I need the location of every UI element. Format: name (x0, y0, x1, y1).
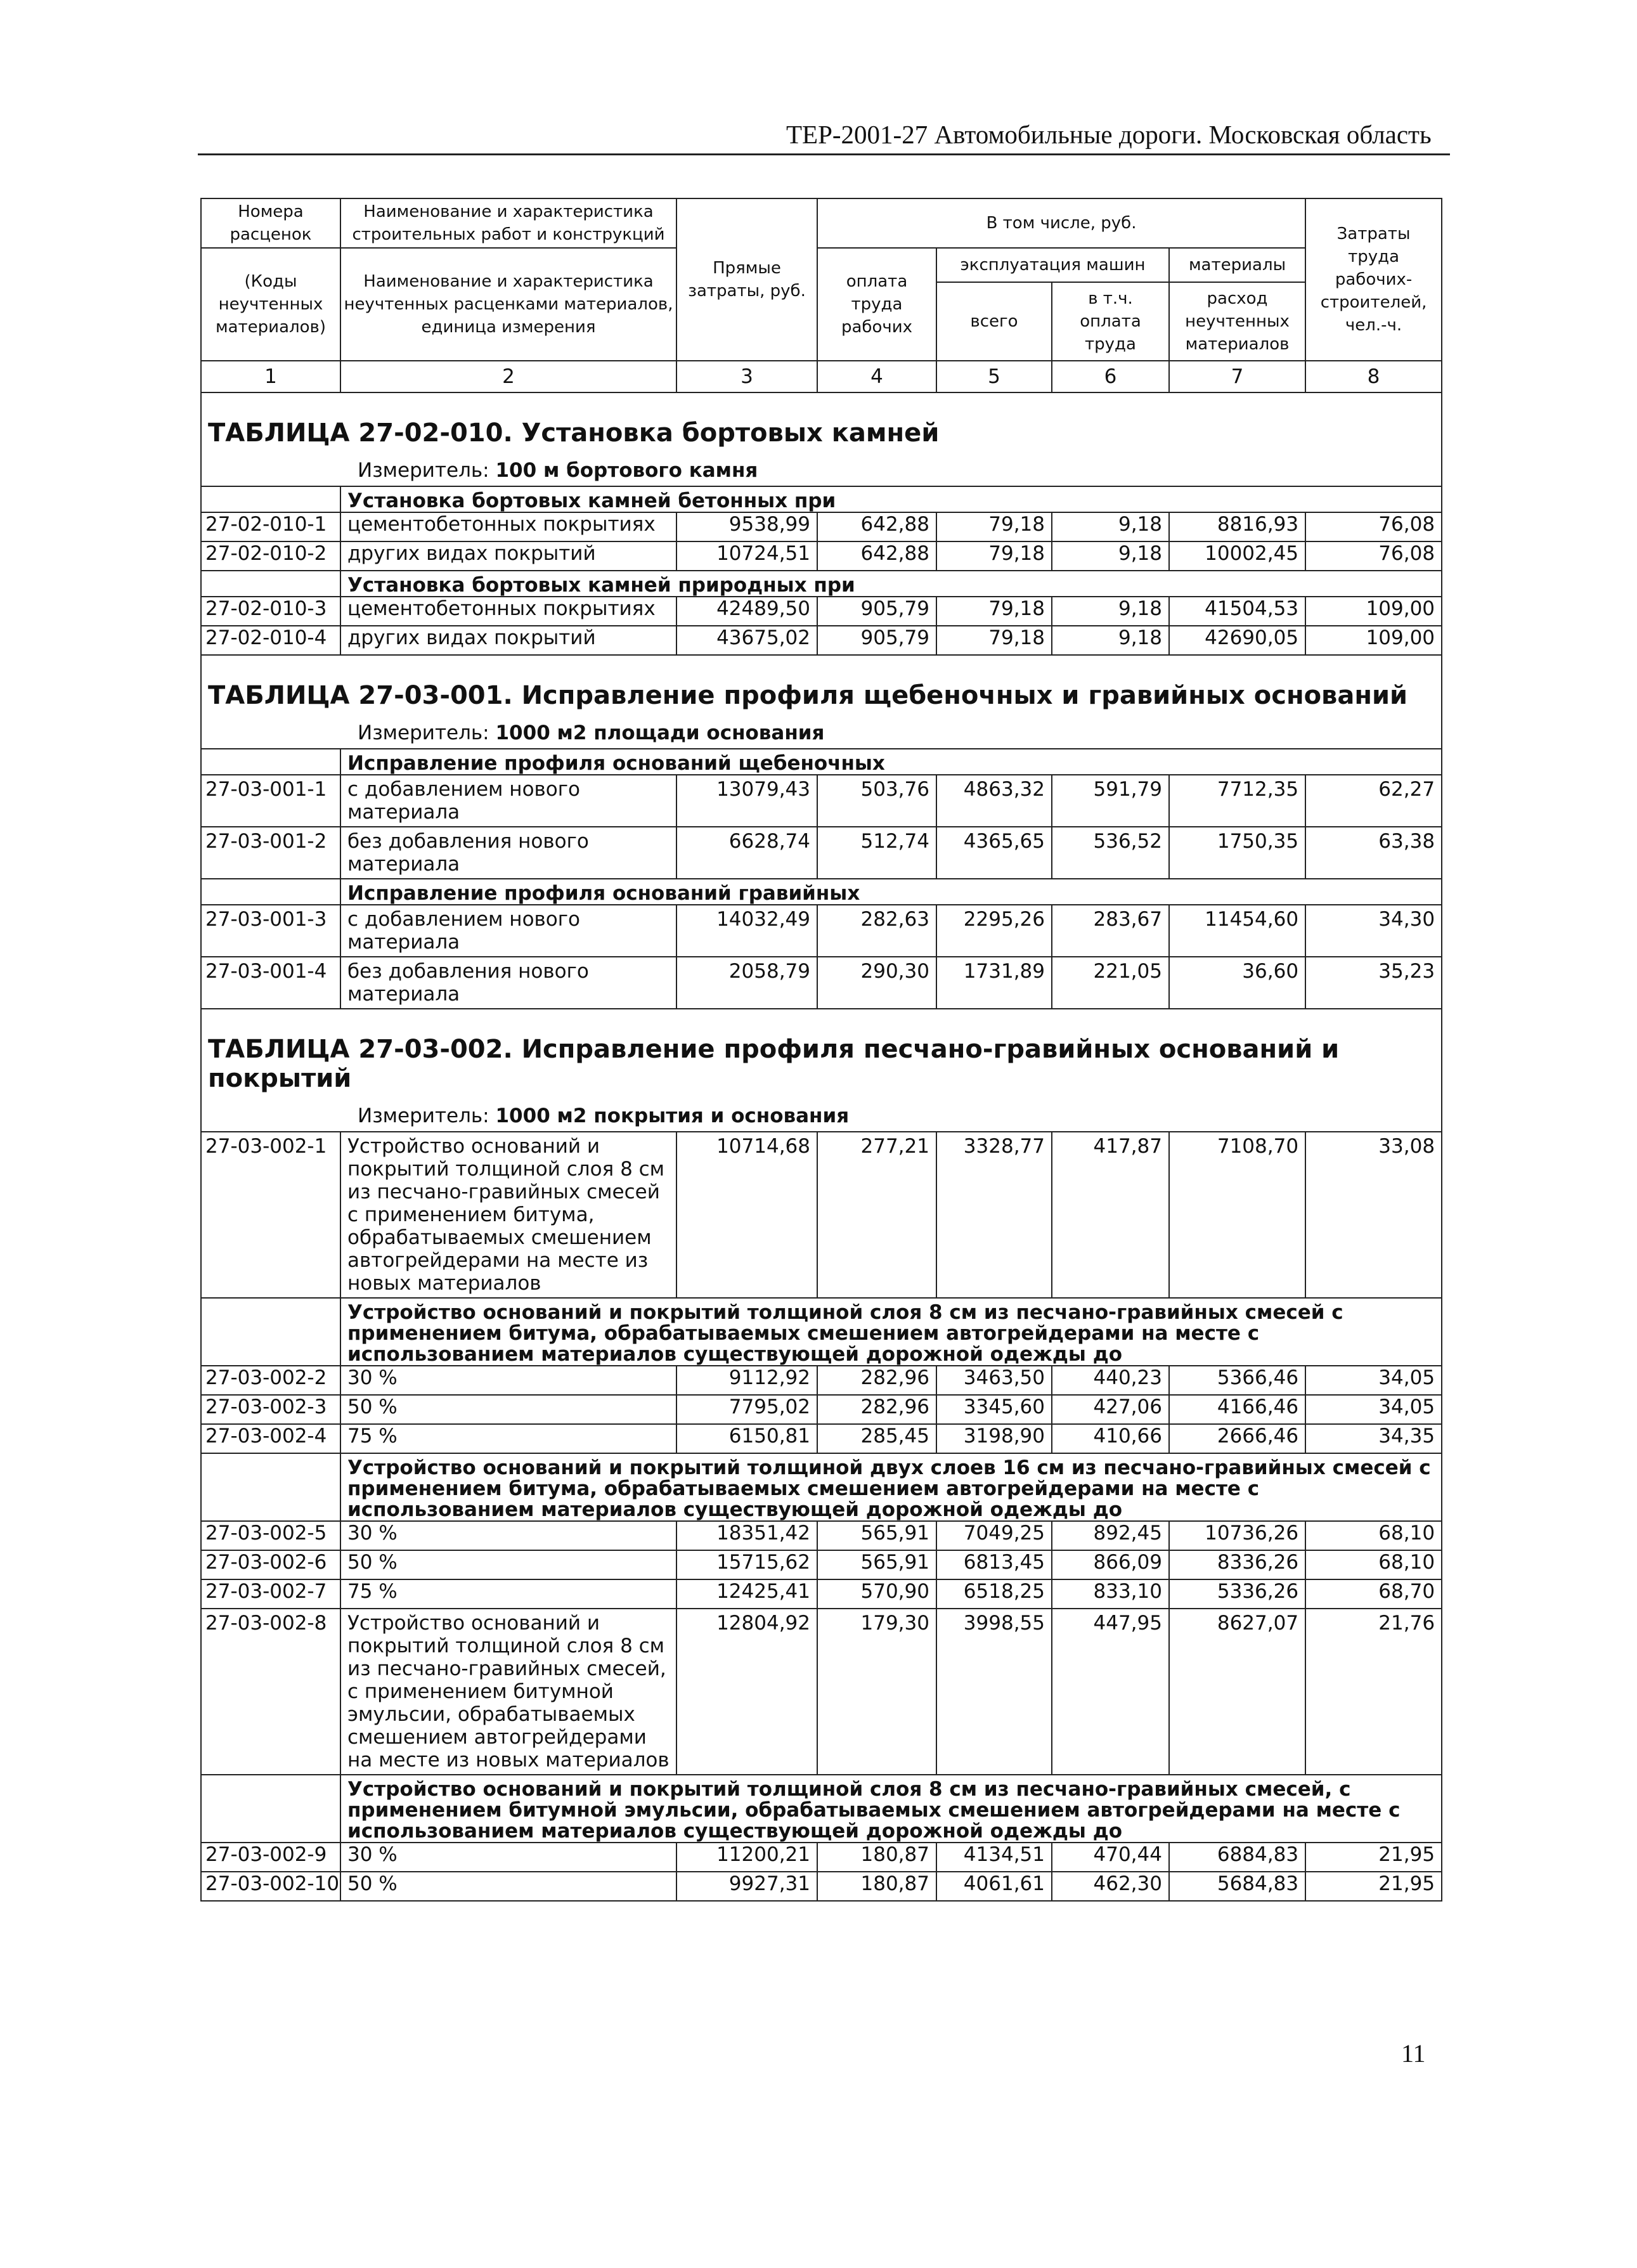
table-row (201, 1872, 1442, 1901)
materials-cost: 11454,60 (1169, 905, 1305, 957)
col-number: 1 (201, 361, 340, 392)
direct-cost: 2058,79 (676, 957, 817, 1009)
materials-cost: 10736,26 (1169, 1521, 1305, 1550)
table-caption (201, 392, 1442, 486)
direct-cost: 9112,92 (676, 1366, 817, 1395)
machines-cost: 2295,26 (936, 905, 1052, 957)
machines-cost: 3463,50 (936, 1366, 1052, 1395)
machines-cost: 79,18 (936, 626, 1052, 655)
materials-cost: 7108,70 (1169, 1132, 1305, 1298)
table-row (201, 597, 1442, 626)
direct-cost: 43675,02 (676, 626, 817, 655)
work-name: цементобетонных покрытиях (340, 597, 676, 626)
group-label: Исправление профиля оснований щебеночных (340, 749, 1442, 775)
labor-hours: 34,35 (1305, 1424, 1442, 1453)
rate-code: 27-02-010-2 (201, 541, 340, 571)
meter-value: 1000 м2 площади основания (495, 722, 825, 744)
work-name: 75 % (340, 1424, 676, 1453)
running-head: ТЕР-2001-27 Автомобильные дороги. Московская область (786, 120, 1432, 149)
labor-cost: 642,88 (817, 512, 936, 541)
machines-labor-cost: 866,09 (1052, 1550, 1169, 1579)
labor-cost: 180,87 (817, 1872, 936, 1901)
work-name: 50 % (340, 1550, 676, 1579)
labor-cost: 180,87 (817, 1843, 936, 1872)
machines-labor-cost: 410,66 (1052, 1424, 1169, 1453)
table-row (201, 512, 1442, 541)
labor-cost: 642,88 (817, 541, 936, 571)
work-name: других видах покрытий (340, 626, 676, 655)
machines-cost: 3998,55 (936, 1609, 1052, 1775)
labor-hours: 21,95 (1305, 1843, 1442, 1872)
group-row (201, 571, 1442, 597)
rate-code: 27-02-010-4 (201, 626, 340, 655)
direct-cost: 12804,92 (676, 1609, 817, 1775)
labor-hours: 63,38 (1305, 827, 1442, 879)
col-number: 4 (817, 361, 936, 392)
group-label: Установка бортовых камней бетонных при (340, 486, 1442, 512)
work-name: 30 % (340, 1366, 676, 1395)
header-col8: Затраты труда рабочих-строителей, чел.-ч. (1305, 198, 1442, 361)
table-meter (358, 722, 1435, 744)
direct-cost: 7795,02 (676, 1395, 817, 1424)
machines-labor-cost: 283,67 (1052, 905, 1169, 957)
header-col2-top: Наименование и характеристика строительных работ и конструкций (340, 198, 676, 248)
header-rule (198, 153, 1450, 155)
machines-cost: 6813,45 (936, 1550, 1052, 1579)
table-title: ТАБЛИЦА 27-03-001. Исправление профиля щебеночных и гравийных оснований (208, 681, 1408, 710)
group-row (201, 879, 1442, 905)
col-number: 6 (1052, 361, 1169, 392)
labor-hours: 109,00 (1305, 597, 1442, 626)
direct-cost: 14032,49 (676, 905, 817, 957)
work-name: 75 % (340, 1579, 676, 1609)
work-name: без добавления нового материала (340, 827, 676, 879)
rate-code: 27-03-002-10 (201, 1872, 340, 1901)
work-name: цементобетонных покрытиях (340, 512, 676, 541)
materials-cost: 4166,46 (1169, 1395, 1305, 1424)
rate-code: 27-02-010-3 (201, 597, 340, 626)
machines-cost: 4134,51 (936, 1843, 1052, 1872)
direct-cost: 11200,21 (676, 1843, 817, 1872)
group-label: Устройство оснований и покрытий толщиной двух слоев 16 см из песчано-гравийных смесей с применением битума, обрабатываемых смешением автогрейдерами на месте с использованием материалов существующей дорожной одежды до (340, 1453, 1442, 1521)
table-row (201, 775, 1442, 827)
machines-labor-cost: 9,18 (1052, 541, 1169, 571)
meter-label: Измеритель: (358, 722, 489, 744)
group-row (201, 749, 1442, 775)
work-name: с добавлением нового материала (340, 775, 676, 827)
table-row (201, 1579, 1442, 1609)
table-row (201, 1521, 1442, 1550)
materials-cost: 8336,26 (1169, 1550, 1305, 1579)
work-name: 30 % (340, 1521, 676, 1550)
col-number: 5 (936, 361, 1052, 392)
labor-hours: 21,95 (1305, 1872, 1442, 1901)
materials-cost: 7712,35 (1169, 775, 1305, 827)
machines-labor-cost: 221,05 (1052, 957, 1169, 1009)
direct-cost: 12425,41 (676, 1579, 817, 1609)
rate-code: 27-03-001-3 (201, 905, 340, 957)
machines-cost: 79,18 (936, 541, 1052, 571)
work-name: Устройство оснований и покрытий толщиной слоя 8 см из песчано-гравийных смесей с применением битума, обрабатываемых смешением автогрейдерами на месте из новых материалов (340, 1132, 676, 1298)
machines-labor-cost: 833,10 (1052, 1579, 1169, 1609)
direct-cost: 15715,62 (676, 1550, 817, 1579)
header-col5: всего (936, 282, 1052, 361)
machines-labor-cost: 536,52 (1052, 827, 1169, 879)
labor-cost: 282,63 (817, 905, 936, 957)
group-row (201, 1775, 1442, 1843)
col-number: 8 (1305, 361, 1442, 392)
machines-labor-cost: 9,18 (1052, 512, 1169, 541)
table-row (201, 626, 1442, 655)
table-row (201, 905, 1442, 957)
machines-cost: 3198,90 (936, 1424, 1052, 1453)
materials-cost: 5336,26 (1169, 1579, 1305, 1609)
table-row (201, 827, 1442, 879)
table-caption (201, 655, 1442, 749)
labor-hours: 76,08 (1305, 512, 1442, 541)
table-row (201, 1366, 1442, 1395)
machines-labor-cost: 591,79 (1052, 775, 1169, 827)
labor-hours: 68,70 (1305, 1579, 1442, 1609)
materials-cost: 1750,35 (1169, 827, 1305, 879)
labor-hours: 35,23 (1305, 957, 1442, 1009)
machines-cost: 1731,89 (936, 957, 1052, 1009)
labor-hours: 34,05 (1305, 1366, 1442, 1395)
labor-cost: 905,79 (817, 626, 936, 655)
direct-cost: 18351,42 (676, 1521, 817, 1550)
materials-cost: 8627,07 (1169, 1609, 1305, 1775)
materials-cost: 42690,05 (1169, 626, 1305, 655)
table-meter (358, 1105, 1435, 1127)
labor-hours: 109,00 (1305, 626, 1442, 655)
group-label: Устройство оснований и покрытий толщиной слоя 8 см из песчано-гравийных смесей с применением битума, обрабатываемых смешением автогрейдерами на месте с использованием материалов существующей дорожной одежды до (340, 1298, 1442, 1366)
rate-code: 27-03-002-6 (201, 1550, 340, 1579)
labor-cost: 512,74 (817, 827, 936, 879)
labor-hours: 34,30 (1305, 905, 1442, 957)
meter-value: 100 м бортового камня (495, 459, 758, 482)
group-label: Установка бортовых камней природных при (340, 571, 1442, 597)
group-row (201, 1453, 1442, 1521)
work-name: 50 % (340, 1395, 676, 1424)
header-col6: в т.ч. оплата труда (1052, 282, 1169, 361)
page-number: 11 (1401, 2039, 1426, 2068)
table-row (201, 957, 1442, 1009)
header-group-label: В том числе, руб. (817, 198, 1305, 248)
table-row (201, 1395, 1442, 1424)
labor-cost: 179,30 (817, 1609, 936, 1775)
labor-cost: 565,91 (817, 1550, 936, 1579)
table-caption (201, 1009, 1442, 1132)
header-col1-top: Номера расценок (201, 198, 340, 248)
rate-code: 27-03-002-1 (201, 1132, 340, 1298)
header-col7: расход неучтенных материалов (1169, 282, 1305, 361)
col-number: 2 (340, 361, 676, 392)
rate-code: 27-03-002-8 (201, 1609, 340, 1775)
labor-cost: 285,45 (817, 1424, 936, 1453)
group-label: Устройство оснований и покрытий толщиной слоя 8 см из песчано-гравийных смесей, с применением битумной эмульсии, обрабатываемых смешением автогрейдерами на месте с использованием материалов существующей дорожной одежды до (340, 1775, 1442, 1843)
materials-cost: 36,60 (1169, 957, 1305, 1009)
rate-code: 27-03-002-7 (201, 1579, 340, 1609)
direct-cost: 13079,43 (676, 775, 817, 827)
labor-cost: 570,90 (817, 1579, 936, 1609)
machines-cost: 6518,25 (936, 1579, 1052, 1609)
machines-labor-cost: 892,45 (1052, 1521, 1169, 1550)
table-row (201, 1843, 1442, 1872)
labor-cost: 565,91 (817, 1521, 936, 1550)
work-name: 50 % (340, 1872, 676, 1901)
materials-cost: 5366,46 (1169, 1366, 1305, 1395)
labor-cost: 290,30 (817, 957, 936, 1009)
meter-label: Измеритель: (358, 459, 489, 482)
rate-code: 27-02-010-1 (201, 512, 340, 541)
machines-labor-cost: 440,23 (1052, 1366, 1169, 1395)
table-row (201, 1609, 1442, 1775)
table-row (201, 1424, 1442, 1453)
table-title: ТАБЛИЦА 27-02-010. Установка бортовых камней (208, 418, 940, 448)
labor-cost: 503,76 (817, 775, 936, 827)
machines-labor-cost: 417,87 (1052, 1132, 1169, 1298)
col-number: 7 (1169, 361, 1305, 392)
machines-labor-cost: 427,06 (1052, 1395, 1169, 1424)
rate-code: 27-03-002-2 (201, 1366, 340, 1395)
work-name: без добавления нового материала (340, 957, 676, 1009)
table-row (201, 541, 1442, 571)
machines-cost: 3328,77 (936, 1132, 1052, 1298)
labor-cost: 905,79 (817, 597, 936, 626)
machines-cost: 3345,60 (936, 1395, 1052, 1424)
header-col4: оплата труда рабочих (817, 248, 936, 361)
table-meter (358, 459, 1435, 482)
meter-value: 1000 м2 покрытия и основания (495, 1105, 850, 1127)
rate-code: 27-03-002-9 (201, 1843, 340, 1872)
machines-cost: 4863,32 (936, 775, 1052, 827)
header-col1-bottom: (Коды неучтенных материалов) (201, 248, 340, 361)
labor-cost: 282,96 (817, 1395, 936, 1424)
group-row (201, 1298, 1442, 1366)
labor-hours: 21,76 (1305, 1609, 1442, 1775)
work-name: с добавлением нового материала (340, 905, 676, 957)
work-name: других видах покрытий (340, 541, 676, 571)
table-header (201, 198, 1442, 392)
direct-cost: 9538,99 (676, 512, 817, 541)
table-row (201, 1132, 1442, 1298)
labor-hours: 68,10 (1305, 1521, 1442, 1550)
materials-cost: 8816,93 (1169, 512, 1305, 541)
table-body (201, 392, 1442, 1901)
rate-code: 27-03-001-2 (201, 827, 340, 879)
materials-cost: 41504,53 (1169, 597, 1305, 626)
machines-cost: 79,18 (936, 512, 1052, 541)
header-machines-label: эксплуатация машин (936, 248, 1169, 282)
meter-label: Измеритель: (358, 1105, 489, 1127)
col-number: 3 (676, 361, 817, 392)
machines-cost: 4061,61 (936, 1872, 1052, 1901)
table-row (201, 1550, 1442, 1579)
rates-table (200, 198, 1442, 1902)
labor-cost: 277,21 (817, 1132, 936, 1298)
direct-cost: 10724,51 (676, 541, 817, 571)
direct-cost: 6150,81 (676, 1424, 817, 1453)
labor-hours: 68,10 (1305, 1550, 1442, 1579)
machines-cost: 4365,65 (936, 827, 1052, 879)
table-title: ТАБЛИЦА 27-03-002. Исправление профиля песчано-гравийных оснований и покрытий (208, 1035, 1340, 1093)
machines-labor-cost: 9,18 (1052, 626, 1169, 655)
header-col3: Прямые затраты, руб. (676, 198, 817, 361)
rate-code: 27-03-001-4 (201, 957, 340, 1009)
group-row (201, 486, 1442, 512)
header-materials-label: материалы (1169, 248, 1305, 282)
labor-hours: 62,27 (1305, 775, 1442, 827)
labor-hours: 76,08 (1305, 541, 1442, 571)
direct-cost: 42489,50 (676, 597, 817, 626)
labor-hours: 33,08 (1305, 1132, 1442, 1298)
direct-cost: 6628,74 (676, 827, 817, 879)
direct-cost: 9927,31 (676, 1872, 817, 1901)
materials-cost: 6884,83 (1169, 1843, 1305, 1872)
rate-code: 27-03-002-3 (201, 1395, 340, 1424)
machines-labor-cost: 462,30 (1052, 1872, 1169, 1901)
labor-hours: 34,05 (1305, 1395, 1442, 1424)
work-name: Устройство оснований и покрытий толщиной слоя 8 см из песчано-гравийных смесей, с применением битумной эмульсии, обрабатываемых смешением автогрейдерами на месте из новых материалов (340, 1609, 676, 1775)
direct-cost: 10714,68 (676, 1132, 817, 1298)
machines-cost: 7049,25 (936, 1521, 1052, 1550)
rate-code: 27-03-001-1 (201, 775, 340, 827)
group-label: Исправление профиля оснований гравийных (340, 879, 1442, 905)
materials-cost: 10002,45 (1169, 541, 1305, 571)
machines-labor-cost: 447,95 (1052, 1609, 1169, 1775)
machines-labor-cost: 9,18 (1052, 597, 1169, 626)
machines-labor-cost: 470,44 (1052, 1843, 1169, 1872)
materials-cost: 5684,83 (1169, 1872, 1305, 1901)
rate-code: 27-03-002-5 (201, 1521, 340, 1550)
work-name: 30 % (340, 1843, 676, 1872)
rate-code: 27-03-002-4 (201, 1424, 340, 1453)
materials-cost: 2666,46 (1169, 1424, 1305, 1453)
machines-cost: 79,18 (936, 597, 1052, 626)
header-col2-bottom: Наименование и характеристика неучтенных расценками материалов, единица измерения (340, 248, 676, 361)
labor-cost: 282,96 (817, 1366, 936, 1395)
